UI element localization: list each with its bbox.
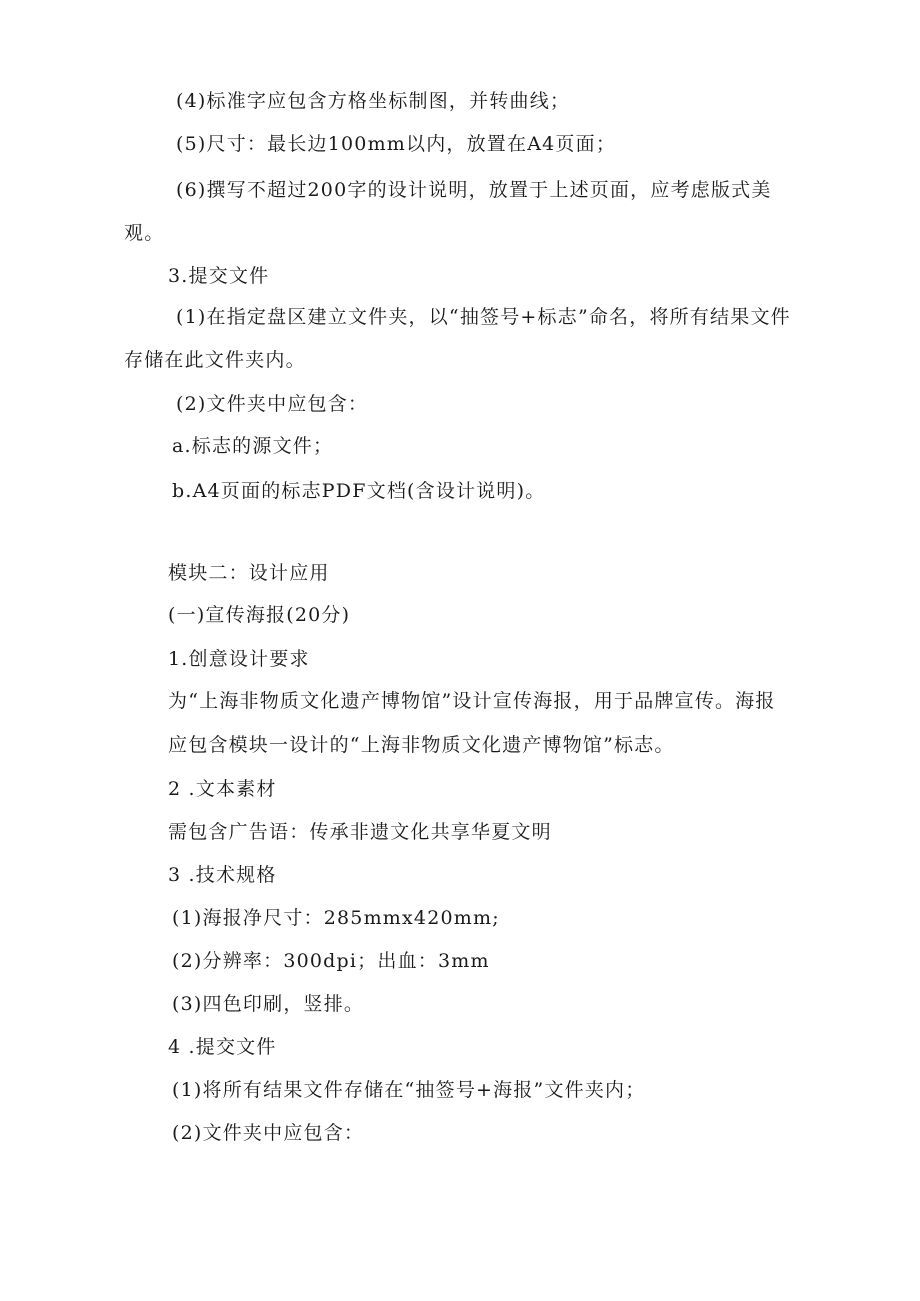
text-line: (1)海报净尺寸：285mmx420mm;	[172, 907, 500, 929]
text-line: 观。	[124, 222, 165, 244]
module-heading: 模块二：设计应用	[168, 562, 330, 584]
text-line: (2)文件夹中应包含：	[172, 1122, 365, 1144]
text-line: (3)四色印刷，竖排。	[172, 993, 365, 1015]
text-line: 存储在此文件夹内。	[124, 349, 306, 371]
text-line: 为“上海非物质文化遗产博物馆”设计宣传海报，用于品牌宣传。海报	[168, 690, 776, 712]
text-line: 应包含模块一设计的“上海非物质文化遗产博物馆”标志。	[168, 734, 675, 756]
section-heading: 1.创意设计要求	[168, 648, 310, 670]
section-heading: 4 .提交文件	[168, 1036, 277, 1058]
subsection-heading: (一)宣传海报(20分)	[168, 604, 351, 626]
text-line: (2)分辨率：300dpi；出血：3mm	[172, 950, 490, 972]
section-heading: 3.提交文件	[168, 265, 270, 287]
text-line: b.A4页面的标志PDF文档(含设计说明)。	[172, 480, 546, 502]
section-heading: 3 .技术规格	[168, 864, 277, 886]
text-line: a.标志的源文件；	[172, 435, 334, 457]
text-line: (2)文件夹中应包含：	[176, 393, 369, 415]
text-line: (1)将所有结果文件存储在“抽签号+海报”文件夹内；	[172, 1079, 646, 1101]
text-line: 需包含广告语：传承非遗文化共享华夏文明	[168, 821, 552, 843]
text-line: (4)标准字应包含方格坐标制图，并转曲线；	[176, 90, 571, 112]
text-line: (5)尺寸：最长边100mm以内，放置在A4页面；	[176, 133, 617, 155]
text-line: (1)在指定盘区建立文件夹，以“抽签号+标志”命名，将所有结果文件	[176, 306, 791, 328]
text-line: (6)撰写不超过200字的设计说明，放置于上述页面，应考虑版式美	[176, 179, 772, 201]
section-heading: 2 .文本素材	[168, 778, 277, 800]
